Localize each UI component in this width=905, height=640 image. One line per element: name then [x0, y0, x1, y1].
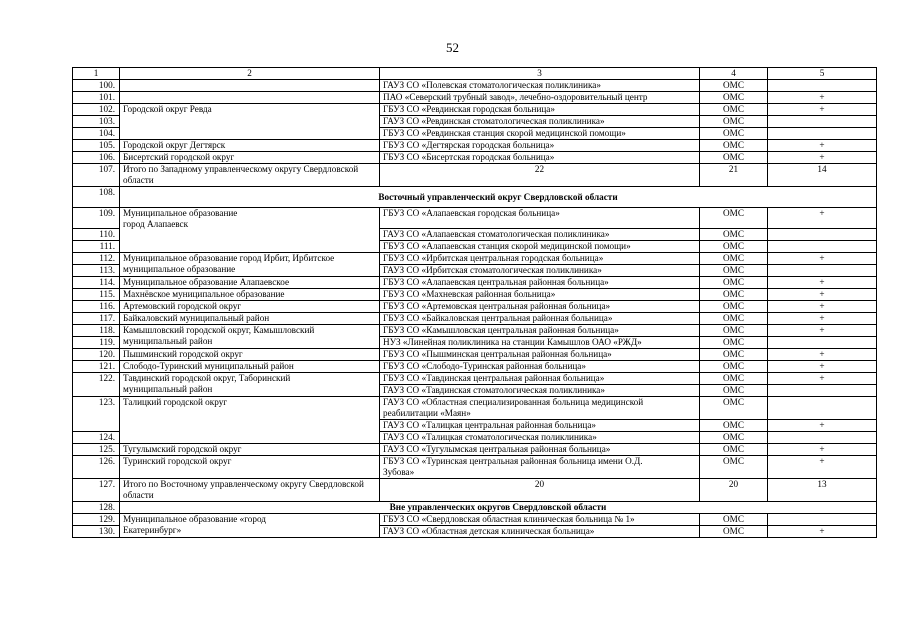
- table-row: [73, 325, 877, 337]
- municipality-cell: Муниципальное образование город Алапаевск: [120, 208, 380, 253]
- flag-cell: [768, 385, 877, 397]
- total-organizations: 22: [380, 164, 700, 187]
- row-number: 108.: [73, 187, 120, 208]
- row-number: 128.: [73, 502, 120, 514]
- row-number: 115.: [73, 289, 120, 301]
- municipality-cell: Итого по Западному управленческому округу Свердловской области: [120, 164, 380, 187]
- organization-cell: ГАУЗ СО «Талицкая стоматологическая поликлиника»: [380, 432, 700, 444]
- organization-cell: ГБУЗ СО «Алапаевская городская больница»: [380, 208, 700, 229]
- funding-cell: ОМС: [700, 140, 768, 152]
- table-row: [73, 397, 877, 420]
- total-flag: 14: [768, 164, 877, 187]
- municipality-cell: Муниципальное образование «город Екатеринбург»: [120, 514, 380, 538]
- row-number: 112.: [73, 253, 120, 265]
- flag-cell: +: [768, 289, 877, 301]
- funding-cell: ОМС: [700, 241, 768, 253]
- funding-cell: ОМС: [700, 208, 768, 229]
- row-number: 110.: [73, 229, 120, 241]
- flag-cell: +: [768, 92, 877, 104]
- organization-cell: ГБУЗ СО «Ирбитская центральная городская больница»: [380, 253, 700, 265]
- funding-cell: ОМС: [700, 289, 768, 301]
- table-row: [73, 152, 877, 164]
- row-number: 117.: [73, 313, 120, 325]
- row-number: 119.: [73, 337, 120, 349]
- funding-cell: ОМС: [700, 337, 768, 349]
- municipality-cell: Махнёвское муниципальное образование: [120, 289, 380, 301]
- organization-cell: ГБУЗ СО «Байкаловская центральная районная больница»: [380, 313, 700, 325]
- municipality-cell: Городской округ Ревда: [120, 104, 380, 140]
- funding-cell: ОМС: [700, 373, 768, 385]
- municipality-cell: Муниципальное образование город Ирбит, Ирбитское муниципальное образование: [120, 253, 380, 277]
- total-organizations: 20: [380, 479, 700, 502]
- flag-cell: +: [768, 373, 877, 385]
- organization-cell: ГБУЗ СО «Туринская центральная районная больница имени О.Д. Зубова»: [380, 456, 700, 479]
- funding-cell: ОМС: [700, 456, 768, 479]
- flag-cell: [768, 80, 877, 92]
- municipality-cell: Артемовский городской округ: [120, 301, 380, 313]
- municipality-cell: Муниципальное образование Алапаевское: [120, 277, 380, 289]
- flag-cell: +: [768, 456, 877, 479]
- table-row: [73, 140, 877, 152]
- organization-cell: ГБУЗ СО «Слободо-Туринская районная больница»: [380, 361, 700, 373]
- row-number: 129.: [73, 514, 120, 526]
- row-number: 104.: [73, 128, 120, 140]
- flag-cell: +: [768, 313, 877, 325]
- table-header-row: [73, 68, 877, 80]
- row-number: 123.: [73, 397, 120, 432]
- funding-cell: ОМС: [700, 229, 768, 241]
- funding-cell: ОМС: [700, 420, 768, 432]
- funding-cell: ОМС: [700, 526, 768, 538]
- funding-cell: ОМС: [700, 325, 768, 337]
- row-number: 116.: [73, 301, 120, 313]
- header-cell: 2: [120, 68, 380, 80]
- flag-cell: +: [768, 152, 877, 164]
- row-number: 103.: [73, 116, 120, 128]
- municipality-cell: Тавдинский городской округ, Таборинский муниципальный район: [120, 373, 380, 397]
- municipality-cell: Городской округ Дегтярск: [120, 140, 380, 152]
- municipality-cell: [120, 80, 380, 92]
- table-row: [73, 301, 877, 313]
- table-row: [73, 349, 877, 361]
- table-row: [73, 289, 877, 301]
- organization-cell: ГАУЗ СО «Ирбитская стоматологическая поликлиника»: [380, 265, 700, 277]
- funding-cell: ОМС: [700, 301, 768, 313]
- table-row: [73, 92, 877, 104]
- table-row: [73, 444, 877, 456]
- table-row: [73, 208, 877, 229]
- table-row: [73, 80, 877, 92]
- municipality-cell: Бисертский городской округ: [120, 152, 380, 164]
- medical-organizations-table: [72, 67, 877, 538]
- organization-cell: ГБУЗ СО «Камышловская центральная районная больница»: [380, 325, 700, 337]
- row-number: 118.: [73, 325, 120, 337]
- row-number: 102.: [73, 104, 120, 116]
- total-funding: 20: [700, 479, 768, 502]
- organization-cell: ГАУЗ СО «Тугулымская центральная районная больница»: [380, 444, 700, 456]
- flag-cell: +: [768, 301, 877, 313]
- header-cell: 4: [700, 68, 768, 80]
- organization-cell: ПАО «Северский трубный завод», лечебно-оздоровительный центр: [380, 92, 700, 104]
- flag-cell: [768, 514, 877, 526]
- row-number: 111.: [73, 241, 120, 253]
- flag-cell: +: [768, 325, 877, 337]
- flag-cell: +: [768, 277, 877, 289]
- row-number: 100.: [73, 80, 120, 92]
- row-number: 126.: [73, 456, 120, 479]
- section-row: [73, 187, 877, 208]
- flag-cell: +: [768, 361, 877, 373]
- flag-cell: [768, 116, 877, 128]
- section-heading: Восточный управленческий округ Свердловской области: [120, 187, 877, 208]
- row-number: 105.: [73, 140, 120, 152]
- organization-cell: ГБУЗ СО «Пышминская центральная районная больница»: [380, 349, 700, 361]
- total-row: [73, 164, 877, 187]
- funding-cell: ОМС: [700, 361, 768, 373]
- funding-cell: ОМС: [700, 444, 768, 456]
- flag-cell: [768, 265, 877, 277]
- flag-cell: [768, 397, 877, 420]
- table-row: [73, 253, 877, 265]
- funding-cell: ОМС: [700, 313, 768, 325]
- organization-cell: ГБУЗ СО «Артемовская центральная районная больница»: [380, 301, 700, 313]
- flag-cell: +: [768, 104, 877, 116]
- organization-cell: ГБУЗ СО «Бисертская городская больница»: [380, 152, 700, 164]
- funding-cell: ОМС: [700, 514, 768, 526]
- table-row: [73, 514, 877, 526]
- total-flag: 13: [768, 479, 877, 502]
- row-number: 122.: [73, 373, 120, 397]
- municipality-cell: Тугулымский городской округ: [120, 444, 380, 456]
- table-row: [73, 313, 877, 325]
- organization-cell: ГБУЗ СО «Дегтярская городская больница»: [380, 140, 700, 152]
- funding-cell: ОМС: [700, 92, 768, 104]
- funding-cell: ОМС: [700, 80, 768, 92]
- funding-cell: ОМС: [700, 277, 768, 289]
- funding-cell: ОМС: [700, 128, 768, 140]
- organization-cell: ГБУЗ СО «Ревдинская станция скорой медицинской помощи»: [380, 128, 700, 140]
- flag-cell: [768, 337, 877, 349]
- flag-cell: [768, 229, 877, 241]
- municipality-cell: Пышминский городской округ: [120, 349, 380, 361]
- municipality-cell: Слободо-Туринский муниципальный район: [120, 361, 380, 373]
- organization-cell: ГАУЗ СО «Полевская стоматологическая поликлиника»: [380, 80, 700, 92]
- flag-cell: +: [768, 526, 877, 538]
- organization-cell: ГАУЗ СО «Областная специализированная больница медицинской реабилитации «Маян»: [380, 397, 700, 420]
- funding-cell: ОМС: [700, 104, 768, 116]
- flag-cell: +: [768, 444, 877, 456]
- flag-cell: [768, 241, 877, 253]
- funding-cell: ОМС: [700, 432, 768, 444]
- page-number: 52: [446, 40, 459, 55]
- municipality-cell: Талицкий городской округ: [120, 397, 380, 444]
- table-row: [73, 104, 877, 116]
- table-row: [73, 277, 877, 289]
- header-cell: 3: [380, 68, 700, 80]
- flag-cell: +: [768, 140, 877, 152]
- row-number: 121.: [73, 361, 120, 373]
- municipality-cell: [120, 92, 380, 104]
- header-cell: 5: [768, 68, 877, 80]
- section-heading: Вне управленческих округов Свердловской области: [120, 502, 877, 514]
- organization-cell: НУЗ «Линейная поликлиника на станции Камышлов ОАО «РЖД»: [380, 337, 700, 349]
- row-number: 109.: [73, 208, 120, 229]
- row-number: 107.: [73, 164, 120, 187]
- funding-cell: ОМС: [700, 152, 768, 164]
- municipality-cell: Байкаловский муниципальный район: [120, 313, 380, 325]
- flag-cell: +: [768, 420, 877, 432]
- municipality-cell: Камышловский городской округ, Камышловский муниципальный район: [120, 325, 380, 349]
- organization-cell: ГБУЗ СО «Свердловская областная клиническая больница № 1»: [380, 514, 700, 526]
- funding-cell: ОМС: [700, 265, 768, 277]
- municipality-cell: Туринский городской округ: [120, 456, 380, 479]
- table-row: [73, 456, 877, 479]
- flag-cell: [768, 128, 877, 140]
- header-cell: 1: [73, 68, 120, 80]
- organization-cell: ГБУЗ СО «Ревдинская городская больница»: [380, 104, 700, 116]
- organization-cell: ГАУЗ СО «Тавдинская стоматологическая поликлиника»: [380, 385, 700, 397]
- row-number: 114.: [73, 277, 120, 289]
- flag-cell: +: [768, 208, 877, 229]
- row-number: 101.: [73, 92, 120, 104]
- funding-cell: ОМС: [700, 397, 768, 420]
- organization-cell: ГБУЗ СО «Тавдинская центральная районная больница»: [380, 373, 700, 385]
- table-row: [73, 373, 877, 385]
- organization-cell: ГБУЗ СО «Алапаевская центральная районная больница»: [380, 277, 700, 289]
- funding-cell: ОМС: [700, 349, 768, 361]
- flag-cell: +: [768, 349, 877, 361]
- organization-cell: ГАУЗ СО «Алапаевская стоматологическая поликлиника»: [380, 229, 700, 241]
- row-number: 124.: [73, 432, 120, 444]
- row-number: 106.: [73, 152, 120, 164]
- row-number: 130.: [73, 526, 120, 538]
- organization-cell: ГАУЗ СО «Талицкая центральная районная больница»: [380, 420, 700, 432]
- flag-cell: +: [768, 253, 877, 265]
- funding-cell: ОМС: [700, 253, 768, 265]
- row-number: 113.: [73, 265, 120, 277]
- total-row: [73, 479, 877, 502]
- funding-cell: ОМС: [700, 116, 768, 128]
- section-row: [73, 502, 877, 514]
- row-number: 120.: [73, 349, 120, 361]
- row-number: 127.: [73, 479, 120, 502]
- funding-cell: ОМС: [700, 385, 768, 397]
- total-funding: 21: [700, 164, 768, 187]
- organization-cell: ГБУЗ СО «Алапаевская станция скорой медицинской помощи»: [380, 241, 700, 253]
- row-number: 125.: [73, 444, 120, 456]
- municipality-cell: Итого по Восточному управленческому округу Свердловской области: [120, 479, 380, 502]
- organization-cell: ГАУЗ СО «Областная детская клиническая больница»: [380, 526, 700, 538]
- table-row: [73, 361, 877, 373]
- flag-cell: [768, 432, 877, 444]
- organization-cell: ГАУЗ СО «Ревдинская стоматологическая поликлиника»: [380, 116, 700, 128]
- organization-cell: ГБУЗ СО «Махневская районная больница»: [380, 289, 700, 301]
